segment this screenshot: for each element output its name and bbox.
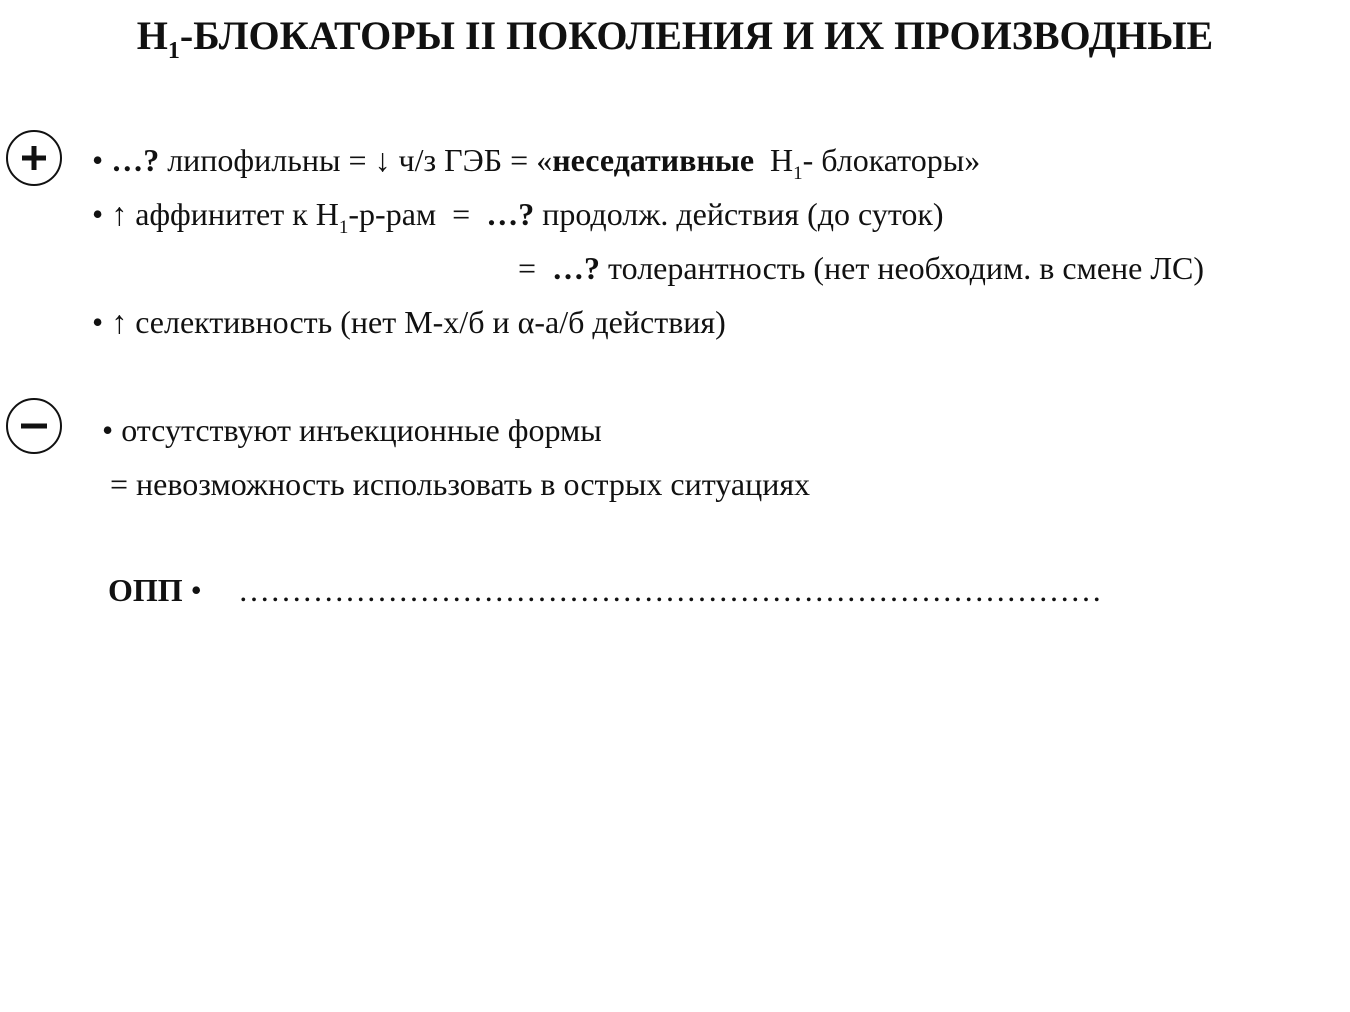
pros-line-1-text-a: липофильны = ↓ ч/з ГЭБ = « <box>159 142 553 178</box>
pros-line-2-text-a: • ↑ аффинитет к H <box>92 196 339 232</box>
minus-circle-icon <box>6 398 62 454</box>
question-ellipsis: …? <box>486 196 535 232</box>
pros-line-3-text-b: толерантность (нет необходим. в смене ЛС) <box>600 250 1205 286</box>
pros-line-1-bold: неседативные <box>552 142 755 178</box>
title-rest: -БЛОКАТОРЫ II ПОКОЛЕНИЯ И ИХ ПРОИЗВОДНЫЕ <box>179 13 1214 58</box>
title-prefix: H <box>136 13 168 58</box>
opp-label: ОПП <box>108 572 183 608</box>
question-ellipsis: …? <box>111 142 160 178</box>
pros-line-2 <box>92 194 944 240</box>
opp-dotted-blank: ……………………………………………………………………… <box>238 572 1102 608</box>
page-title <box>0 8 1350 70</box>
cons-line-2: = невозможность использовать в острых ситуациях <box>110 466 811 502</box>
bullet: • <box>190 572 202 608</box>
pros-line-1-text-c: - блокаторы» <box>802 142 981 178</box>
title-subscript: 1 <box>167 38 180 64</box>
plus-circle-icon <box>6 130 62 186</box>
pros-line-2-text-c: продолж. действия (до суток) <box>534 196 944 232</box>
question-ellipsis: …? <box>552 250 601 286</box>
opp-row <box>108 570 202 610</box>
pros-line-1 <box>92 140 980 186</box>
pros-line-3-text-a: = <box>518 250 553 286</box>
bullet: • <box>92 142 104 178</box>
pros-line-1-sub: 1 <box>793 163 803 184</box>
cons-line-1: • отсутствуют инъекционные формы <box>102 412 602 448</box>
pros-line-4: • ↑ селективность (нет М-х/б и α-а/б действия) <box>92 304 726 340</box>
pros-line-2-text-b: -р-рам = <box>348 196 487 232</box>
pros-line-3 <box>518 248 1204 288</box>
pros-line-1-text-b: H <box>754 142 794 178</box>
pros-line-2-sub: 1 <box>338 217 349 238</box>
